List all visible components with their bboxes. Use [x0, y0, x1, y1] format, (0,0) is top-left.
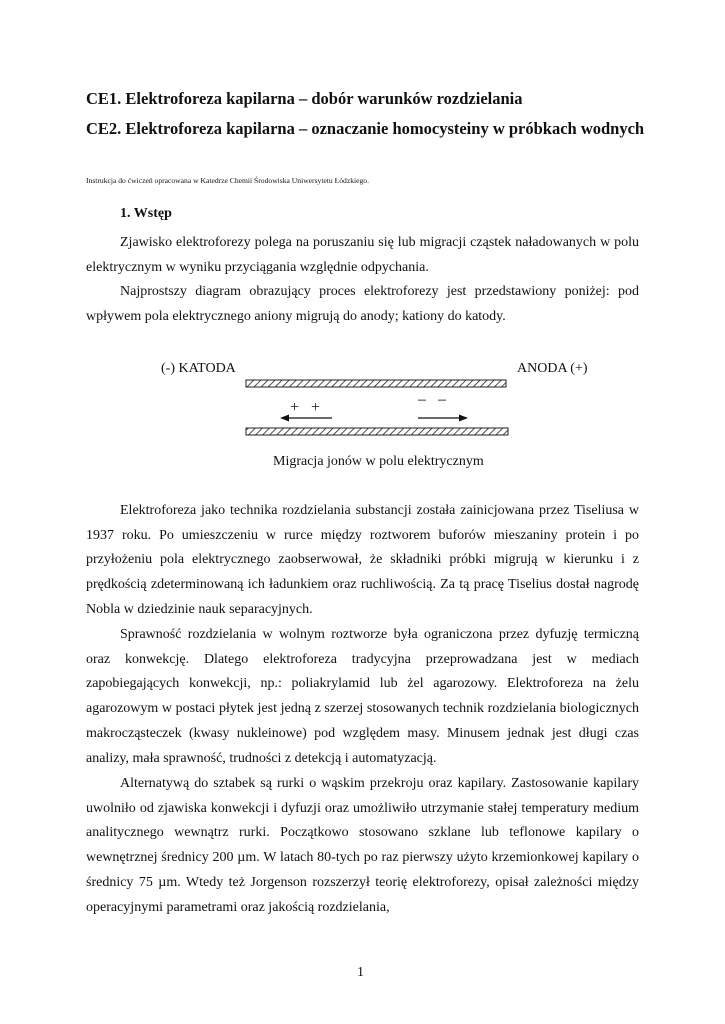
title-ce1: CE1. Elektroforeza kapilarna – dobór warunków rozdzielania	[86, 89, 523, 108]
paragraph-4: Sprawność rozdzielania w wolnym roztworze była ograniczona przez dyfuzję termiczną oraz konwekcję. Dlatego elektroforeza tradycyjna przeprowadzana jest w mediach zapobiegających konwekcji, np.: poliakrylamid lub żel agarozowy. Elektroforeza na żelu agarozowym w postaci płytek jest jedną z szerzej stosowanych technik rozdzielania biologicznych makrocząsteczek (kwasy nukleinowe) pod względem masy. Minusem jednak jest długi czas analizy, mała sprawność, trudności z detekcją i automatyzacją.	[86, 627, 639, 766]
capillary-bottom-wall	[246, 428, 508, 435]
paragraph-1: Zjawisko elektroforezy polega na poruszaniu się lub migracji cząstek naładowanych w polu elektrycznym w wyniku przyciągania względnie odpychania.	[86, 235, 639, 275]
cation-signs: + +	[290, 399, 321, 416]
page-number: 1	[357, 965, 364, 980]
paragraph-2: Najprostszy diagram obrazujący proces elektroforezy jest przedstawiony poniżej: pod wpływem pola elektrycznego aniony migrują do anody; kationy do katody.	[86, 284, 639, 324]
paragraph-3: Elektroforeza jako technika rozdzielania substancji została zainicjowana przez Tiseliusa w 1937 roku. Po umieszczeniu w rurce między roztworem buforów mieszaniny protein i po przyłożeniu pola elektrycznego zaobserwował, że składniki próbki migrują w kierunku i z prędkością zdeterminowaną ich ładunkiem oraz ruchliwością. Za tą pracę Tiselius dostał nagrodę Nobla w dziedzinie nauk separacyjnych.	[86, 503, 639, 617]
paragraph-5: Alternatywą do sztabek są rurki o wąskim przekroju oraz kapilary. Zastosowanie kapilary uwolniło od zjawiska konwekcji i dyfuzji oraz umożliwiło utrzymanie stałej temperatury medium analitycznego wewnątrz rurki. Początkowo stosowano szklane lub teflonowe kapilary o wewnętrznej średnicy 200 µm. W latach 80-tych po raz pierwszy użyto krzemionkowej kapilary o średnicy 75 µm. Wtedy też Jorgenson rozszerzył teorię elektroforezy, opisał zależności między operacyjnymi parametrami oraz jakością rozdzielania,	[86, 776, 639, 915]
capillary-top-wall	[246, 380, 506, 387]
diagram-caption: Migracja jonów w polu elektrycznym	[273, 454, 484, 469]
electrophoresis-diagram	[150, 356, 610, 450]
subtitle-note: Instrukcja do ćwiczeń opracowana w Katedrze Chemii Środowiska Uniwersytetu Łódzkiego.	[86, 176, 369, 185]
katoda-label: (-) KATODA	[161, 361, 236, 376]
right-arrow-icon	[418, 415, 468, 422]
title-ce2: CE2. Elektroforeza kapilarna – oznaczanie homocysteiny w próbkach wodnych	[86, 119, 645, 138]
anoda-label: ANODA (+)	[517, 361, 588, 376]
section-heading: 1. Wstęp	[120, 206, 172, 221]
anion-signs: – –	[418, 391, 446, 408]
